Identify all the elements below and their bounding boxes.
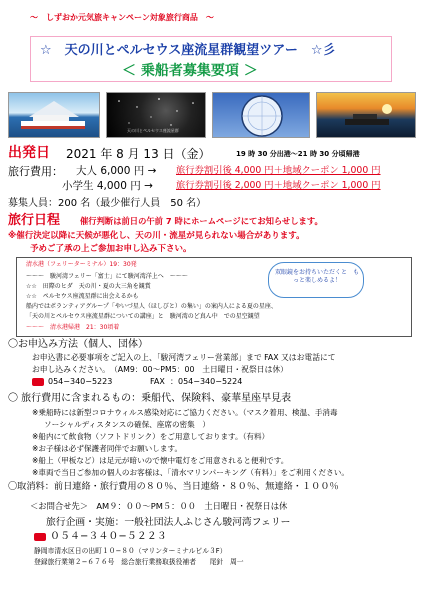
fee-adult-base: 大人 6,000 円 → (76, 165, 157, 177)
star-chart-illustration (213, 93, 310, 138)
condition-2: ソーシャルディスタンスの確保、座席の密集 ） (44, 420, 210, 429)
star-chart-photo (212, 92, 310, 138)
schedule-line-5: 船内ではボランティアグループ「やいづ星人（ほしびと）の集い」の案内人による夏の星座、 (26, 303, 277, 310)
phone-icon (34, 533, 46, 541)
apply-fax: ：054−340−5224 (170, 377, 243, 386)
condition-1: ※乗船時には新型コロナウィルス感染対応にご協力ください。（マスク着用、検温、手消毒 (32, 408, 338, 417)
apply-heading: 〇お申込み方法（個人、団体） (8, 339, 148, 350)
apply-tel: 054−340−5223 (48, 377, 113, 386)
page-title: ☆ 天の川とペルセウス座流星群観望ツアー ☆彡 (40, 43, 336, 58)
capacity: 募集人員：200 名（最少催行人員 50 名） (8, 198, 207, 209)
contact-tel: ０５４−３４０−５２２３ (50, 531, 167, 542)
sunset-illustration (317, 93, 416, 138)
conditions-heading: 〇 旅行費用に含まれるもの：乗船代、保険料、豪華星座早見表 (8, 393, 292, 404)
schedule-line-3: ☆☆ 田際のヒダ 天の川・夏の大三角を観賞 (26, 283, 151, 290)
photo-caption: 天の川とペルセウス座流星群 (127, 128, 179, 133)
contact-organizer: 旅行企画・実施：一般社団法人ふじさん駿河湾フェリー (46, 517, 291, 528)
schedule-line-6: 「天の川とペルセウス座流星群についての講座」と 駿河湾のど真ん中 での星空観望 (26, 313, 260, 320)
departure-date: 2021 年 8 月 13 日（金） (66, 147, 211, 161)
fee-child-discount: 旅行券割引後 2,000 円＋地域クーポン 1,000 円 (176, 180, 381, 191)
condition-6: ※車両で当日ご参加の個人のお客様は、「清水マリンパーキング（有料）」をご利用ください。 (32, 468, 349, 477)
itinerary-note: 催行判断は前日の午前 7 時にホームページにてお知らせします。 (80, 216, 323, 226)
schedule-line-1: 清水港（フェリーターミナル）19：30発 (26, 261, 137, 268)
fee-adult-discount: 旅行券割引後 4,000 円＋地域クーポン 1,000 円 (176, 165, 381, 176)
itinerary-label: 旅行日程 (8, 213, 61, 228)
cancel-fee: 〇取消料：前日連絡・旅行費用の８０％、当日連絡・８０％、無連絡・１００％ (8, 481, 339, 492)
binocular-note: 双眼鏡をお持ちいただくと もっと楽しめるよ！ (274, 269, 359, 285)
campaign-label: ～ しずおか元気旅キャンペーン対象旅行商品 ～ (30, 13, 214, 22)
departure-times: 19 時 30 分出港～21 時 30 分頃帰港 (236, 150, 360, 158)
apply-text-2: お申し込みください。 （AM9：00～PM5：00 土日曜日・祝祭日は休） (32, 365, 288, 374)
contact-address: 静岡市清水区日の出町１０−８０（マリンターミナルビル３F） (34, 547, 227, 555)
phone-icon (32, 378, 44, 386)
fee-child-base: 小学生 4,000 円 → (62, 180, 153, 192)
fee-label: 旅行費用： (8, 165, 63, 178)
page-subtitle: ＜ 乗船者募集要項 ＞ (122, 63, 258, 79)
contact-heading: ＜お問合せ先＞ AM９：００～PM５：００ 土日曜日・祝祭日は休 (30, 501, 288, 511)
schedule-line-4: ☆☆ ペルセウス座流星群に出会えるかも (26, 293, 139, 300)
itinerary-warning-1: ※催行決定以降に天候が悪化し、天の川・流星が見られない場合があります。 (8, 231, 305, 241)
itinerary-warning-2: 予めご了承の上ご参加お申し込み下さい。 (30, 244, 192, 254)
ferry-photo (8, 92, 100, 138)
condition-3: ※船内にて飲食物（ソフトドリンク）をご用意しております。（有料） (32, 432, 270, 441)
condition-5: ※船上（甲板など）は足元が暗いので懐中電灯をご用意されると便利です。 (32, 456, 289, 465)
schedule-line-7: ～～～ 清水港帰港 21：30頃着 (26, 324, 120, 331)
ferry-illustration (9, 93, 100, 138)
contact-registration: 登録旅行業第２−６７６号 総合旅行業務取扱役補者 尾針 周一 (34, 558, 244, 566)
apply-fax-label: FAX (150, 377, 165, 386)
apply-text-1: お申込書に必要事項をご記入の上、「駿河湾フェリー営業部」まで FAX 又はお電話にて (32, 353, 336, 362)
sunset-ferry-photo (316, 92, 416, 138)
departure-label: 出発日 (8, 145, 50, 161)
milky-way-photo (106, 92, 206, 138)
schedule-line-2: ～～～ 駿河湾フェリー「富士」にて駿河湾洋上へ ～～～ (26, 273, 188, 280)
condition-4: ※お子様は必ず保護者同伴でお願いします。 (32, 444, 183, 453)
